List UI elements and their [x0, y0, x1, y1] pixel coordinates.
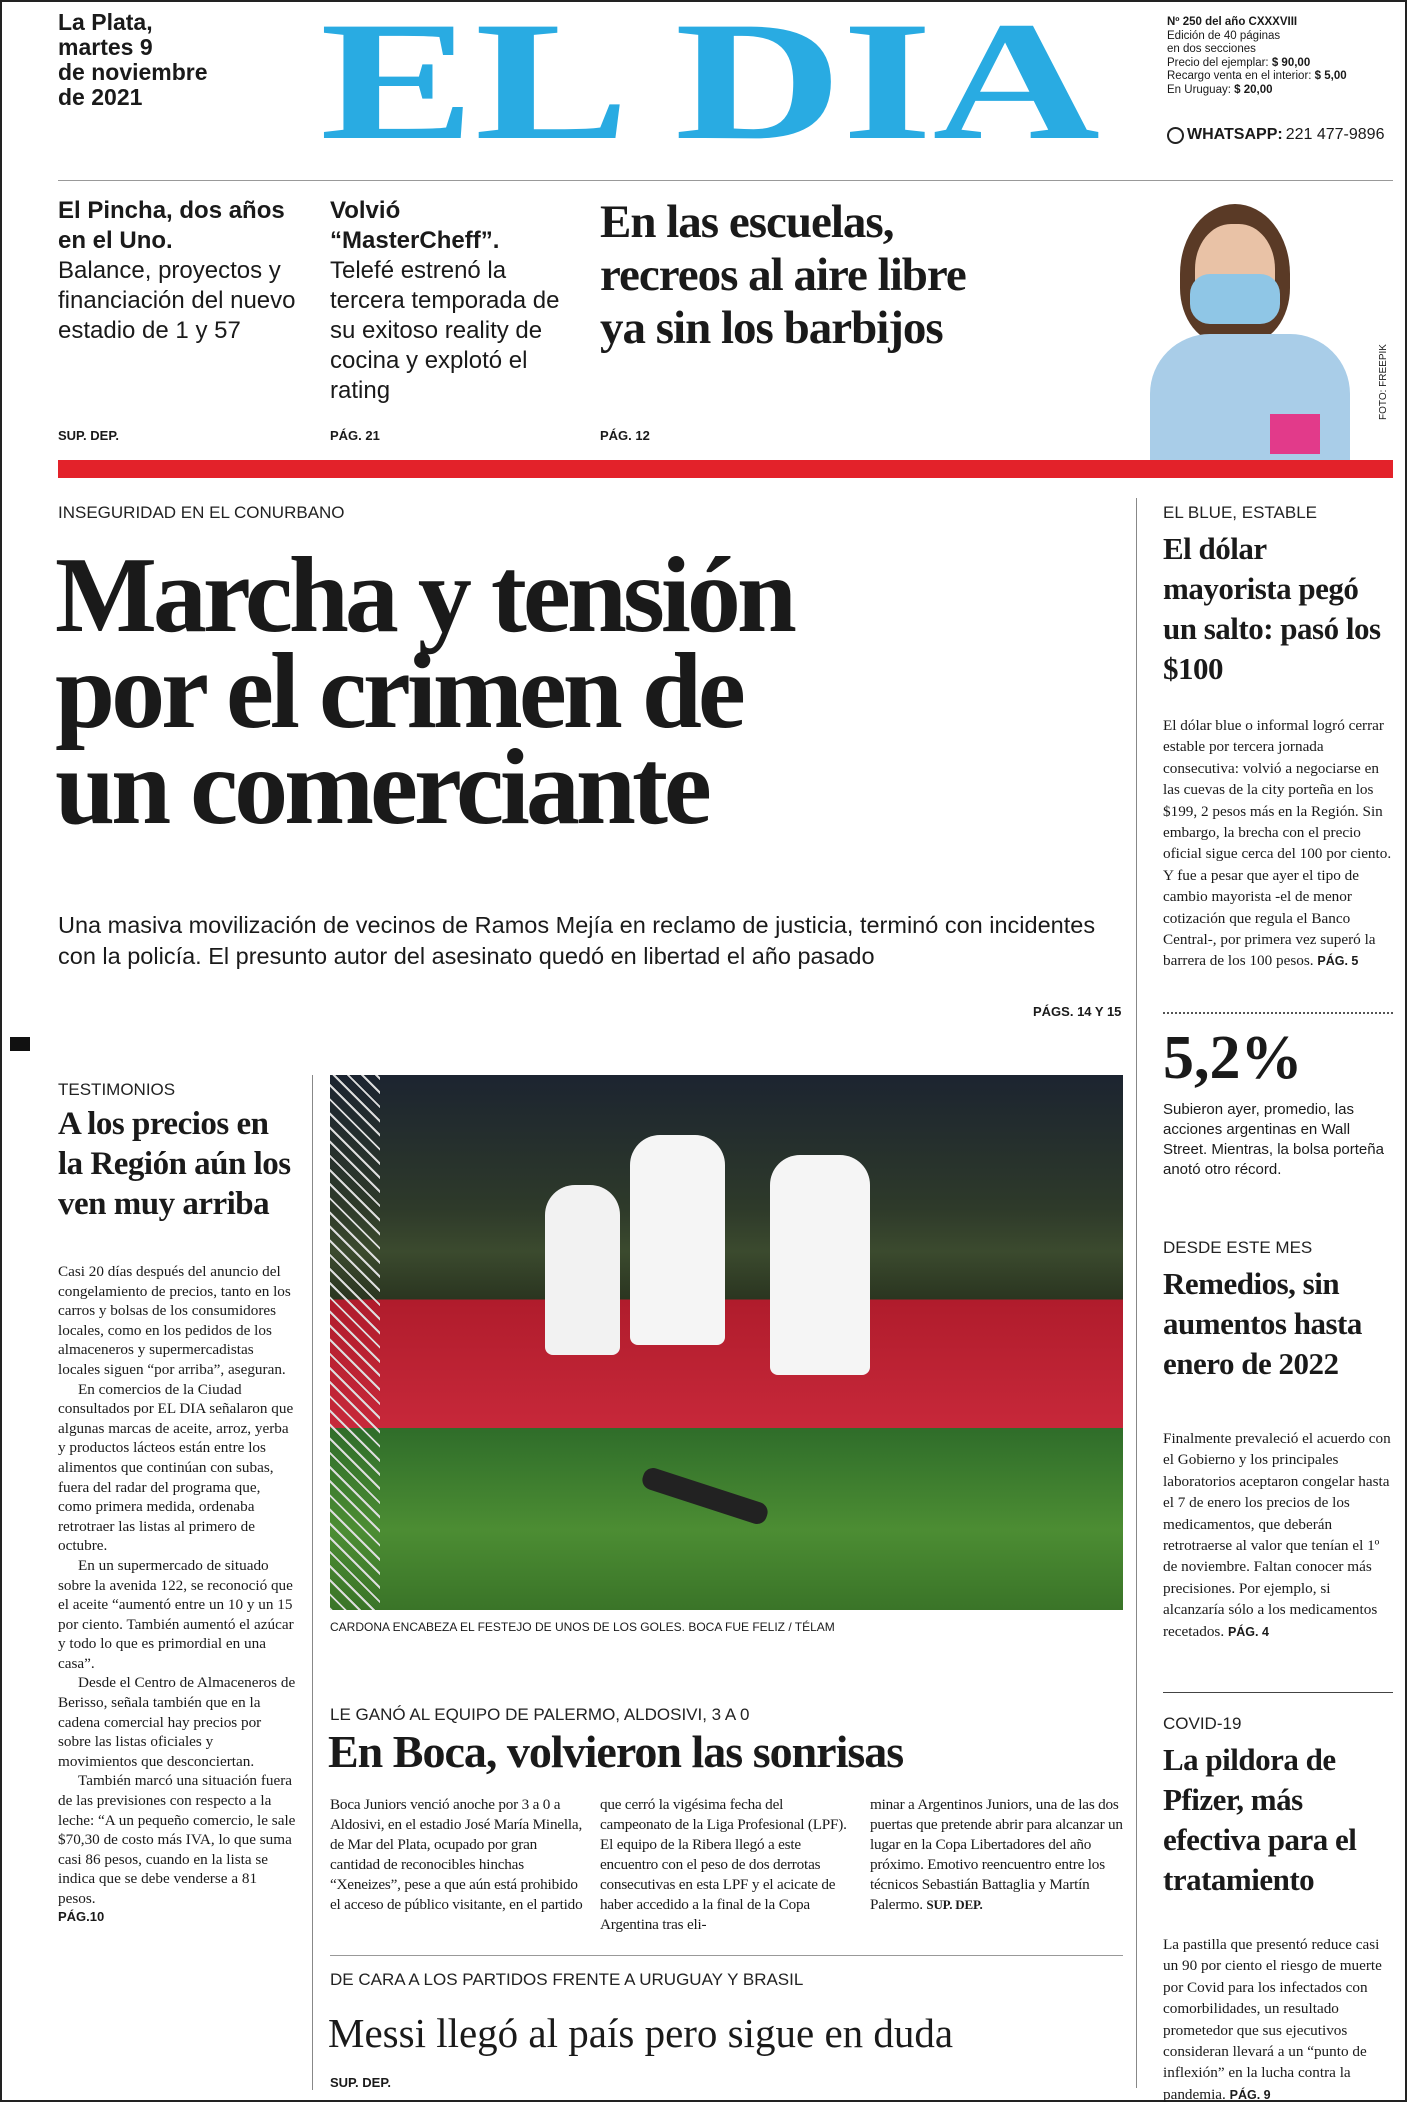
headline-line: por el crimen de [55, 632, 742, 751]
surcharge: $ 5,00 [1314, 70, 1347, 82]
story-precios[interactable] [58, 1080, 296, 1924]
paragraph: También marcó una situación fuera de las previsiones con respecto a la leche: “A un pequeño comercio, le sale $70,30 de costo más IVA, lo que suma casi 86 pesos, cuando en la lista se indica que se debe venderse a 81 pesos. [58, 1772, 296, 1907]
paragraph: Desde el Centro de Almaceneros de Berisso, señala también que en la cadena comercial hay precios por sobre las listas oficiales y movimientos que desconciertan. [58, 1674, 296, 1770]
page-ref: PÁG. 9 [1229, 2087, 1271, 2102]
body: Finalmente prevaleció el acuerdo con el Gobierno y los principales laboratorios aceptaron congelar hasta el 7 de enero los precios de los medicamentos, que deberán retrotraerse al valor que tenían el 1º de noviembre. Faltan conocer más precisiones. Por ejemplo, si alcanzaría sólo a los medicamentos recetados. [1163, 1430, 1391, 1640]
main-dek: Una masiva movilización de vecinos de Ramos Mejía en reclamo de justicia, terminó con incidentes con la policía. El presunto autor del asesinato quedó en libertad el año pasado [58, 912, 1096, 969]
headline: A los precios en la Región aún los ven muy arriba [58, 1106, 291, 1222]
story-pfizer[interactable] [1163, 1714, 1393, 2106]
edition-pages: Edición de 40 páginas [1167, 29, 1281, 42]
date-line: martes 9 [58, 34, 153, 60]
surcharge-label: Recargo venta en el interior: [1167, 70, 1312, 82]
logo [320, 14, 1100, 146]
stat-body: Subieron ayer, promedio, las acciones argentinas en Wall Street. Mientras, la bolsa porteña anotó otro récord. [1163, 1101, 1384, 1178]
boca-column: minar a Argentinos Juniors, una de las dos puertas que pretende abrir para alcanzar un lugar en la Copa Libertadores del año próximo. Emotivo reencuentro entre los técnicos Sebastián Battaglia y Martín Palermo. [870, 1796, 1123, 1913]
price: $ 90,00 [1271, 56, 1311, 69]
kicker: DESDE ESTE MES [1163, 1238, 1313, 1257]
kicker: EL BLUE, ESTABLE [1163, 503, 1318, 522]
photo-caption: CARDONA ENCABEZA EL FESTEJO DE UNOS DE LOS GOLES. BOCA FUE FELIZ / TÉLAM [330, 1620, 835, 1634]
messi-headline[interactable]: Messi llegó al país pero sigue en duda [328, 2010, 954, 2056]
boca-column: que cerró la vigésima fecha del campeonato de la Liga Profesional (LPF). El equipo de la Ribera llegó a este encuentro con el peso de dos derrotas consecutivas en esta LPF y el acicate de haber accedido a la final de la Copa Argentina tras eli- [600, 1796, 847, 1933]
uruguay-price: $ 20,00 [1234, 83, 1273, 96]
logo-text: EL DIA [320, 14, 1100, 146]
page-ref: SUP. DEP. [926, 1897, 983, 1912]
date-line: de 2021 [58, 84, 143, 110]
price-label: Precio del ejemplar: [1167, 56, 1269, 69]
headline-line: un comerciante [55, 728, 708, 847]
body: El dólar blue o informal logró cerrar estable por tercera jornada consecutiva: volvió a negociarse en las cuevas de la city porteña en los $199, 2 pesos más en la Región. Sin embargo, la brecha con el precio oficial sigue cerca del 100 por ciento. Y fue a pesar que ayer el tipo de cambio mayorista -el de menor cotización que regula el Banco Central-, por primera vez superó la barrera de los 100 pesos. [1163, 717, 1392, 970]
stat-figure: 5,2% [1163, 1024, 1303, 1092]
date-line: de noviembre [58, 59, 208, 85]
teaser-estudiantes[interactable] [58, 196, 303, 346]
headline-line: Marcha y tensión [55, 536, 793, 655]
boca-column: Boca Juniors venció anoche por 3 a 0 a Aldosivi, en el estadio José María Minella, de Mar del Plata, ocupado por gran cantidad de reconocibles hinchas “Xeneizes”, pese a que aún está prohibido el acceso de público visitante, en el partido [330, 1796, 583, 1913]
headline: Remedios, sin aumentos hasta enero de 2022 [1163, 1266, 1362, 1381]
edition-sections: en dos secciones [1167, 43, 1256, 55]
headline: La pildora de Pfizer, más efectiva para el tratamiento [1163, 1742, 1357, 1897]
date-line: La Plata, [58, 9, 153, 35]
teaser-escuelas-headline[interactable]: En las escuelas, recreos al aire libre ya sin los barbijos [600, 196, 966, 354]
paragraph: En un supermercado de situado sobre la avenida 122, se reconoció que el aceite “aumentó entre un 10 y un 15 por ciento. También aumentó el azúcar y todo lo que es primordial en una casa”. [58, 1556, 294, 1672]
divider [58, 180, 1393, 181]
story-dolar[interactable] [1163, 503, 1393, 973]
messi-kicker: DE CARA A LOS PARTIDOS FRENTE A URUGUAY Y BRASIL [330, 1970, 804, 1989]
whatsapp-icon [1167, 127, 1184, 144]
page-ref: PÁG. 5 [1317, 954, 1359, 969]
story-remedios[interactable] [1163, 1238, 1393, 1643]
kicker: TESTIMONIOS [58, 1080, 176, 1099]
teaser-text: Balance, proyectos y financiación del nuevo estadio de 1 y 57 [58, 257, 296, 344]
paragraph: Casi 20 días después del anuncio del congelamiento de precios, tanto en los carros y bolsas de los consumidores locales, como en los pedidos de los almaceneros y supermercadistas locales siguen “por arriba”, aseguran. [58, 1263, 291, 1378]
uruguay-label: En Uruguay: [1167, 83, 1231, 96]
main-headline[interactable] [55, 536, 1115, 847]
column-divider [1136, 498, 1137, 2088]
issue-number: Nº 250 del año CXXXVIII [1167, 16, 1298, 28]
teaser-text: Telefé estrenó la tercera temporada de su exitoso reality de cocina y explotó el rating [330, 257, 560, 404]
boca-headline[interactable]: En Boca, volvieron las sonrisas [328, 1726, 904, 1777]
whatsapp-number: 221 477-9896 [1285, 126, 1385, 143]
column-divider [312, 1075, 313, 2090]
teaser-mastercheff[interactable] [330, 196, 570, 406]
girl-mask-photo [1140, 184, 1385, 460]
page-ref: SUP. DEP. [330, 2075, 391, 2090]
photo-credit: FOTO: FREEPIK [1378, 344, 1389, 420]
page-ref: SUP. DEP. [58, 428, 119, 443]
page-ref: PÁG. 21 [330, 428, 380, 443]
dotted-divider [1163, 1012, 1393, 1014]
teaser-title: El Pincha, dos años en el Uno. [58, 197, 285, 254]
page-ref: PÁG.10 [58, 1908, 105, 1924]
whatsapp-label: WHATSAPP: [1187, 126, 1283, 143]
edition-info [1167, 16, 1397, 97]
headline: El dólar mayorista pegó un salto: pasó los $100 [1163, 531, 1381, 686]
boca-celebration-photo[interactable] [330, 1075, 1123, 1610]
divider [1163, 1692, 1393, 1693]
boca-kicker: LE GANÓ AL EQUIPO DE PALERMO, ALDOSIVI, 3 A 0 [330, 1705, 750, 1724]
registration-mark [10, 1037, 30, 1051]
main-kicker: INSEGURIDAD EN EL CONURBANO [58, 503, 345, 522]
page-ref: PÁGS. 14 Y 15 [1033, 1004, 1122, 1019]
kicker: COVID-19 [1163, 1714, 1242, 1733]
divider [330, 1955, 1123, 1956]
body: La pastilla que presentó reduce casi un 90 por ciento el riesgo de muerte por Covid para los infectados con comorbilidades, un resultado prometedor que sus ejecutivos consideran llevará a un “punto de inflexión” en la lucha contra la pandemia. [1163, 1936, 1382, 2103]
page-ref: PÁG. 4 [1227, 1624, 1269, 1639]
red-banner-bar [58, 460, 1393, 478]
whatsapp-contact [1167, 126, 1384, 144]
teaser-title: Volvió “MasterCheff”. [330, 197, 500, 254]
paragraph: En comercios de la Ciudad consultados por EL DIA señalaron que algunas marcas de aceite, arroz, yerba y productos lácteos están entre los alimentos que continúan con subas, fuera del radar del programa que, como primera medida, ordenaba retrotraer las listas al primero de octubre. [58, 1380, 294, 1555]
page-ref: PÁG. 12 [600, 428, 650, 443]
edition-date [58, 10, 258, 110]
